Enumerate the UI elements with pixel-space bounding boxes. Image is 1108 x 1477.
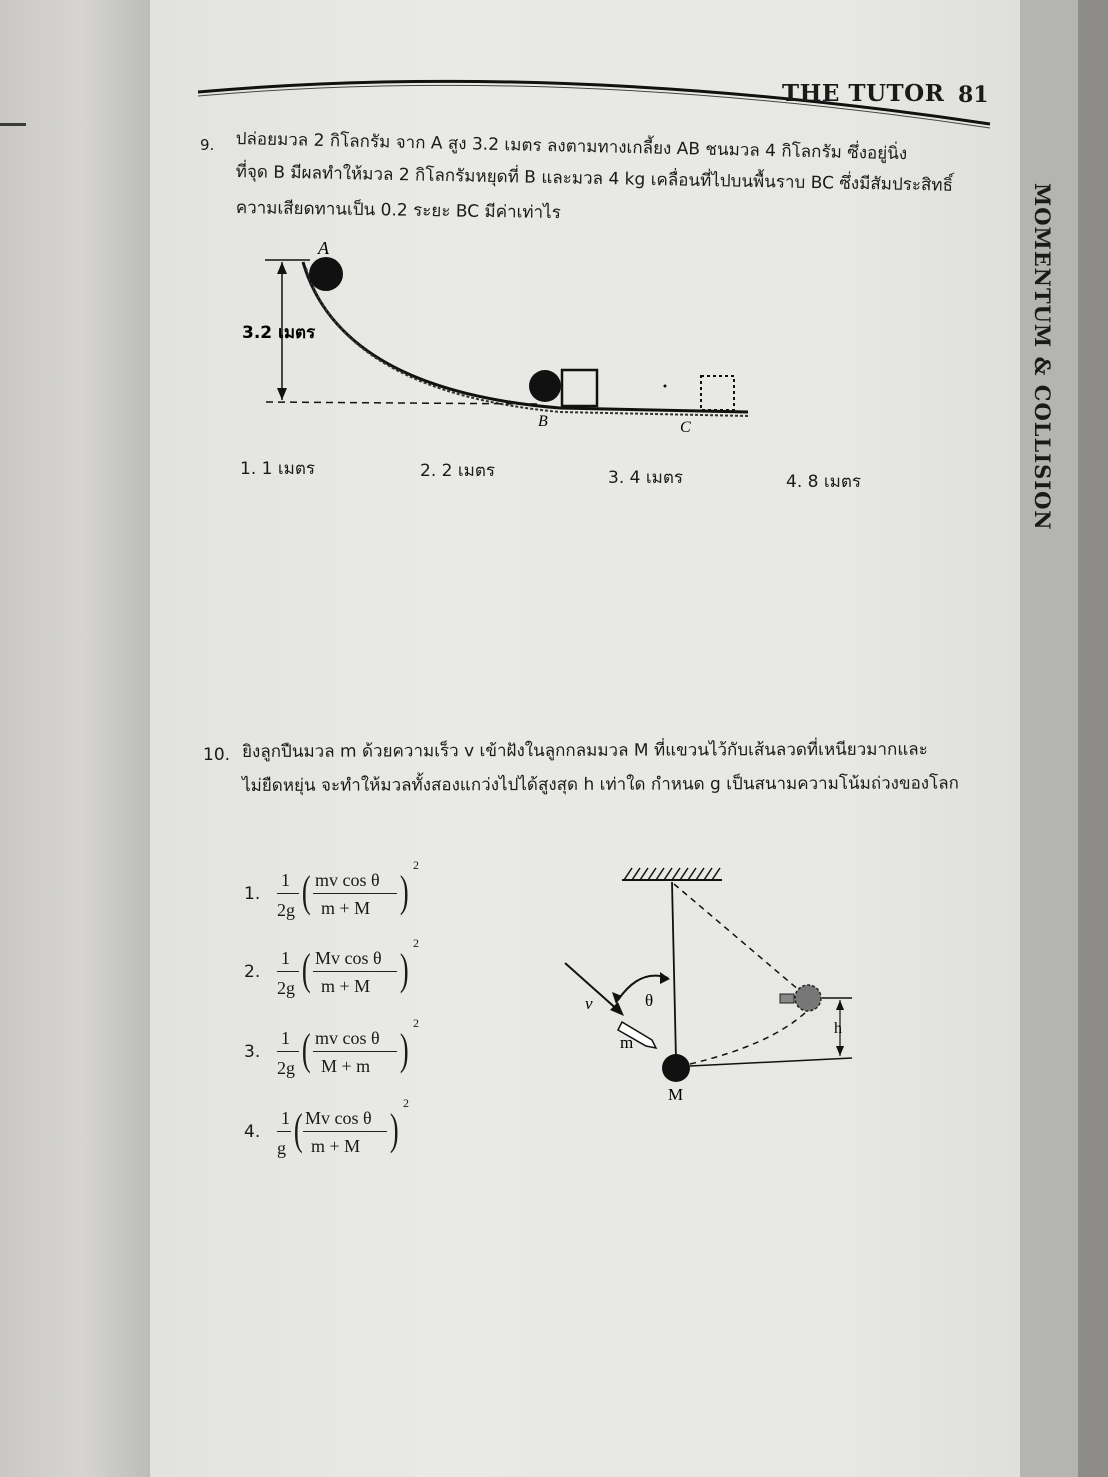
q9-label-b: B [538,413,548,430]
q9-line-1: ปล่อยมวล 2 กิโลกรัม จาก A สูง 3.2 เมตร ลงตามทางเกลี้ยง AB ชนมวล 4 กิโลกรัม ซึ่งอยู่นิ่ง [235,128,908,165]
q9-choice-4: 4. 8 เมตร [786,472,862,492]
q10-line-1: ยิงลูกปืนมวล m ด้วยความเร็ว v เข้าฝังในลูกกลมมวล M ที่แขวนไว้กับเส้นลวดที่เหนียวมากและ [242,739,928,762]
q10-option-1-number: 1. [244,884,261,904]
q9-choice-1: 1. 1 เมตร [240,459,316,479]
q9-number: 9. [200,136,215,154]
q9-line-3: ความเสียดทานเป็น 0.2 ระยะ BC มีค่าเท่าไร [235,197,561,224]
q9-choice-3: 3. 4 เมตร [608,468,684,488]
q10-option-3-number: 3. [244,1042,261,1062]
q10-label-M: M [668,1085,684,1104]
header-title: THE TUTOR [782,80,945,107]
chapter-side-label: MOMENTUM & COLLISION [1030,183,1055,531]
q9-line-2: ที่จุด B มีผลทำให้มวล 2 กิโลกรัมหยุดที่ B และมวล 4 kg เคลื่อนที่ไปบนพื้นราบ BC ซึ่งมีสัมประสิทธิ์ [235,161,954,196]
q10-option-4-number: 4. [244,1122,261,1142]
q10-label-h: h [834,1020,842,1037]
q10-option-2-number: 2. [244,962,261,982]
q9-height-label: 3.2 เมตร [242,323,316,343]
q10-label-v: v [585,994,593,1013]
q9-label-a: A [318,238,329,258]
q10-line-2: ไม่ยืดหยุ่น จะทำให้มวลทั้งสองแกว่งไปได้สูงสุด h เท่าใด กำหนด g เป็นสนามความโน้มถ่วงของโลก [242,773,959,796]
q10-number: 10. [203,745,231,765]
q10-label-theta: θ [645,991,654,1010]
q9-label-c: C [680,419,691,436]
q9-choice-2: 2. 2 เมตร [420,461,496,481]
page-number: 81 [958,82,989,108]
q10-label-m: m [620,1033,634,1052]
